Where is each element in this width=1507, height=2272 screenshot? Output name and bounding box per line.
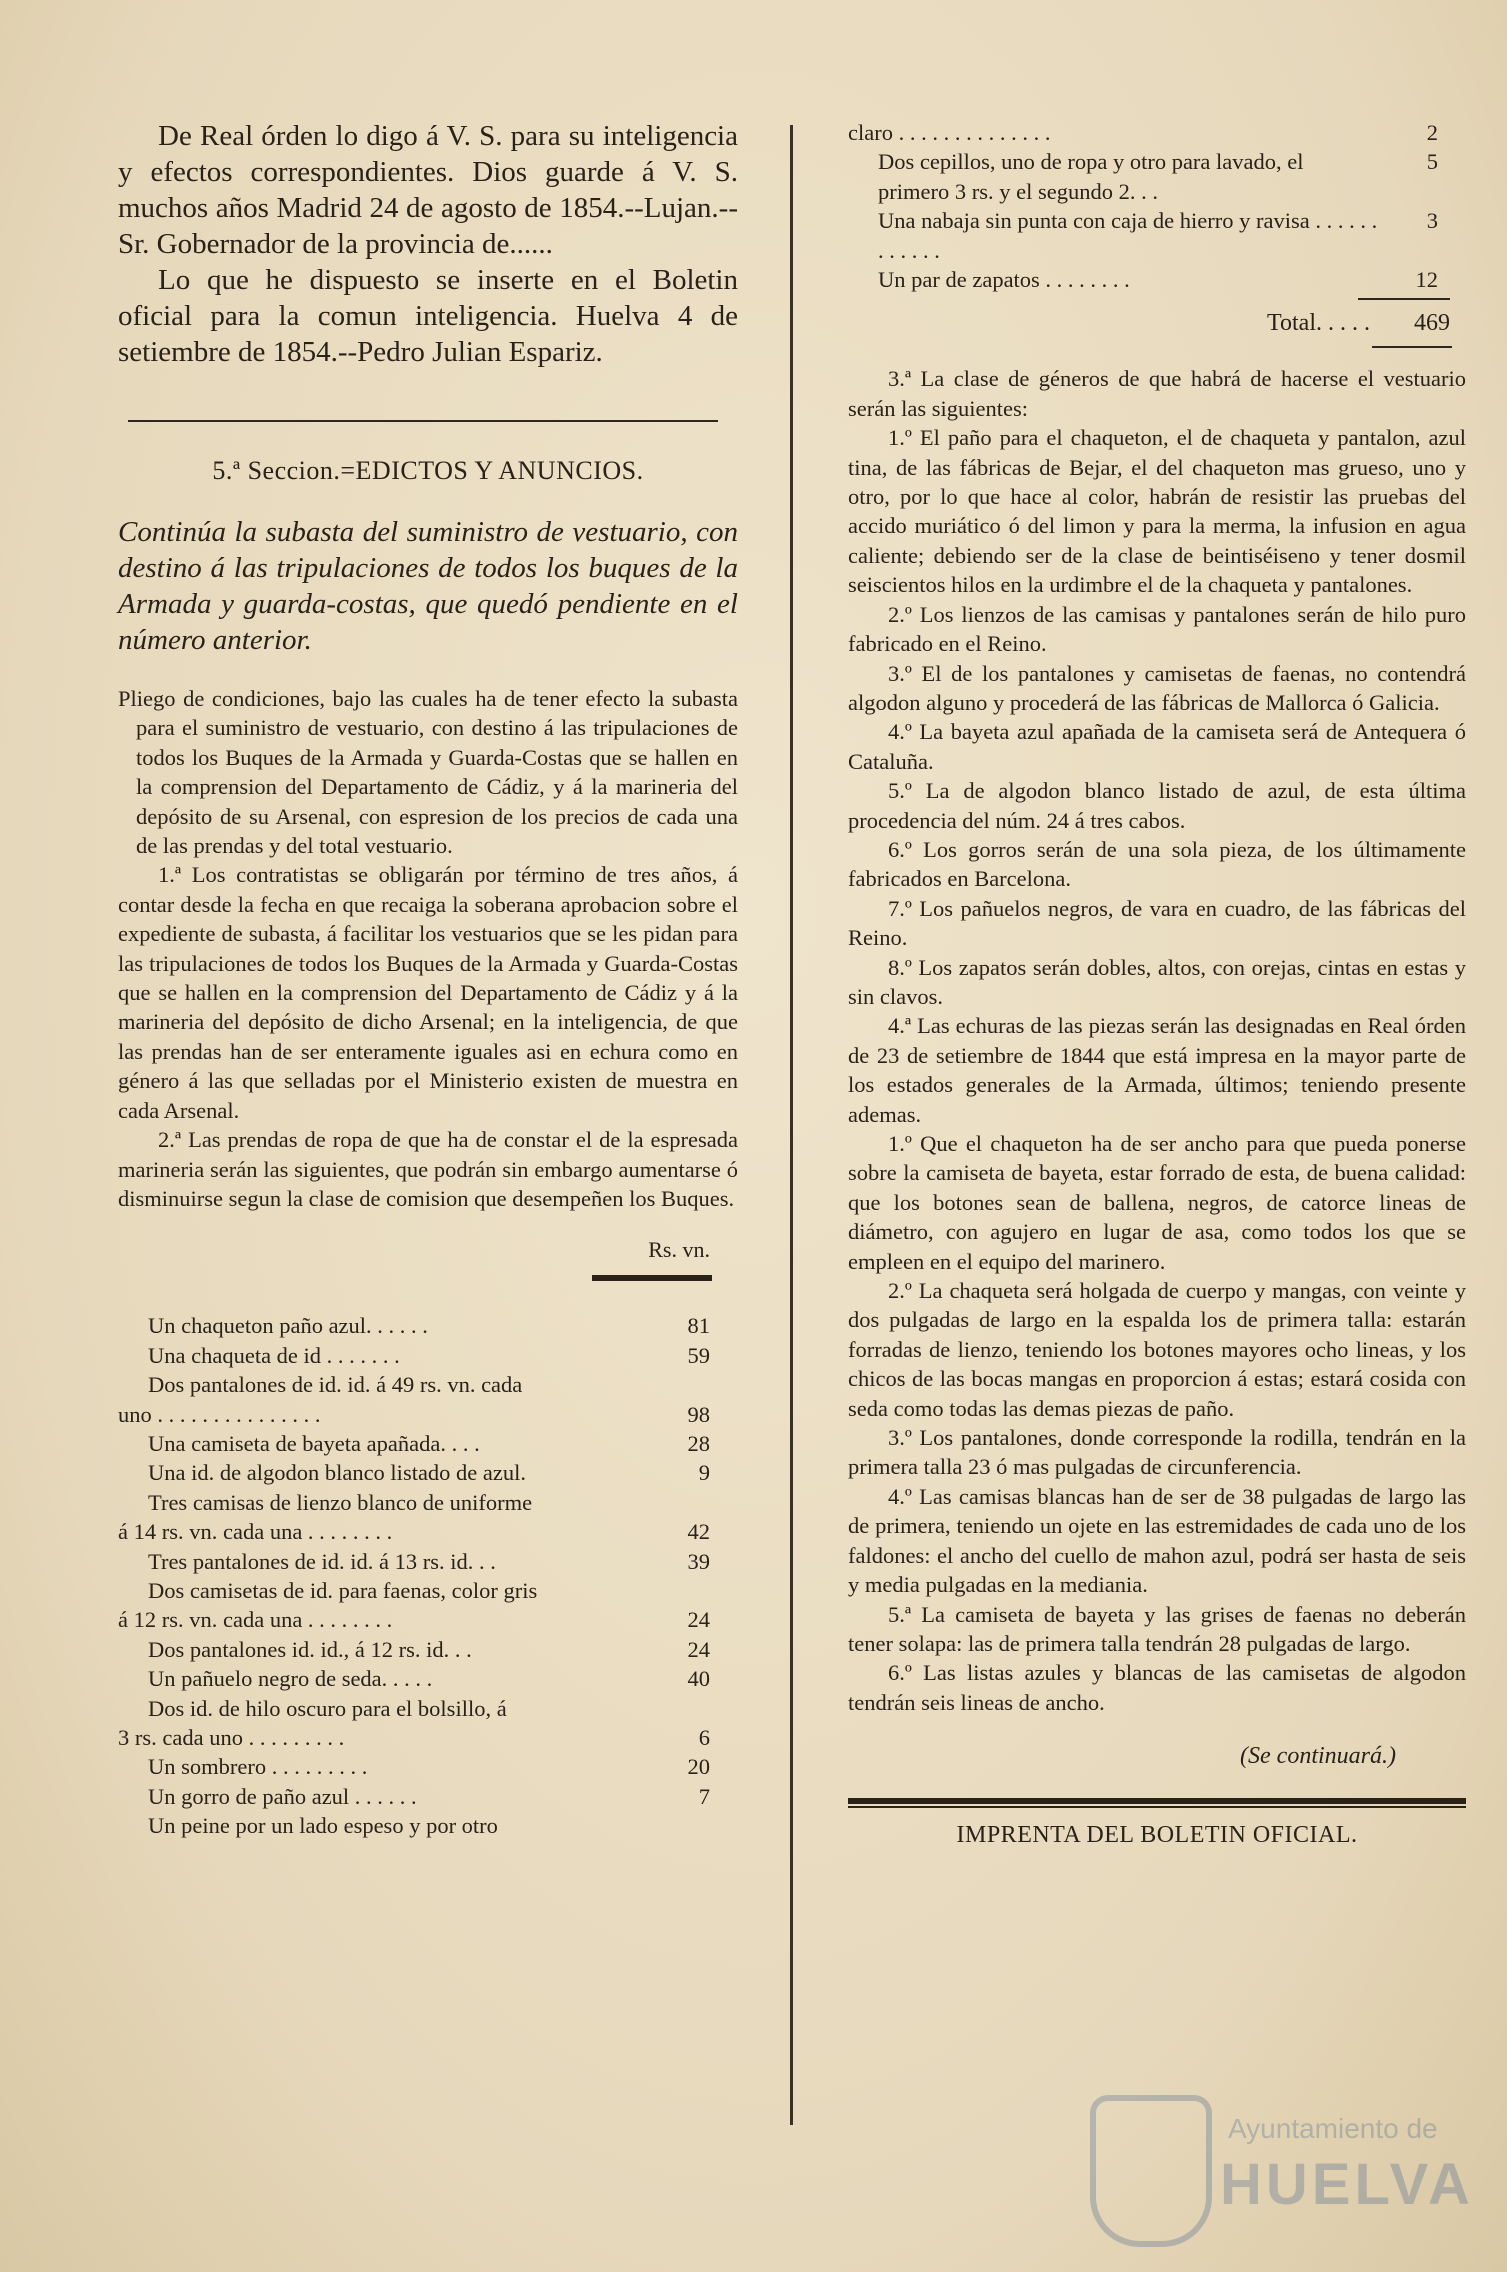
price-item-value: 20 — [687, 1754, 710, 1780]
price-item — [118, 1311, 738, 1340]
section-divider — [128, 420, 718, 422]
price-item — [118, 1664, 738, 1693]
sub-condition: 5.º La de algodon blanco listado de azul, de esta última procedencia del núm. 24 á tres cabos. — [848, 778, 1466, 833]
price-item-label: Un par de zapatos . . . . . . . . — [878, 267, 1130, 293]
left-column — [118, 118, 738, 1841]
price-item-value: 98 — [687, 1401, 710, 1427]
ayuntamiento-watermark — [1090, 2095, 1474, 2245]
sub-condition: 8.º Los zapatos serán dobles, altos, con orejas, cintas en estas y sin clavos. — [848, 954, 1466, 1009]
price-item-value — [650, 1370, 738, 1399]
price-item-value — [650, 1694, 738, 1723]
condition-2: 2.ª Las prendas de ropa de que ha de constar el de la espresada marineria serán las siguientes, que podrán sin embargo aumentarse ó disminuirse segun la clase de comision que desempeñen los Buques. — [118, 1127, 738, 1211]
price-item-label: Una camiseta de bayeta apañada. . . . — [148, 1430, 480, 1456]
right-column — [848, 118, 1466, 1849]
price-item-value: 39 — [687, 1548, 710, 1574]
sub-condition: 6.º Las listas azules y blancas de las camisetas de algodon tendrán seis lineas de ancho. — [848, 1660, 1466, 1715]
price-item-label: Un chaqueton paño azul. . . . . . — [148, 1313, 428, 1339]
price-item-label: Un sombrero . . . . . . . . . — [148, 1754, 368, 1780]
sub-condition: 4.º La bayeta azul apañada de la camiseta será de Antequera ó Cataluña. — [848, 719, 1466, 774]
price-item-value: 3 — [1426, 208, 1438, 234]
price-item-value: 59 — [687, 1342, 710, 1368]
price-item-label: Dos cepillos, uno de ropa y otro para lavado, el primero 3 rs. y el segundo 2. . . — [878, 149, 1304, 204]
price-item-value: 24 — [687, 1636, 710, 1662]
price-item-label: Dos id. de hilo oscuro para el bolsillo, á — [148, 1695, 507, 1721]
price-item-label: á 12 rs. vn. cada una . . . . . . . . — [118, 1607, 393, 1633]
price-item-label: Una nabaja sin punta con caja de hierro y ravisa . . . . . . . . . . . . — [878, 208, 1378, 263]
price-item — [848, 118, 1466, 147]
footer-rule — [848, 1798, 1466, 1808]
total-bottom-rule — [1372, 346, 1452, 348]
price-item — [118, 1723, 738, 1752]
total-label: Total. . . . . — [1267, 310, 1370, 337]
price-item-value: 42 — [687, 1519, 710, 1545]
price-item — [848, 147, 1466, 206]
city-shield-icon — [1090, 2095, 1212, 2247]
price-item — [848, 265, 1466, 294]
continuara-note: (Se continuará.) — [1240, 1743, 1396, 1770]
price-item-label: Un gorro de paño azul . . . . . . — [148, 1783, 417, 1809]
price-item-label: Un pañuelo negro de seda. . . . . — [148, 1666, 433, 1692]
price-item — [118, 1694, 738, 1723]
price-item — [118, 1400, 738, 1429]
sub-condition: 2.º La chaqueta será holgada de cuerpo y mangas, con veinte y dos pulgadas de largo en la espalda los de primera talla: estarán forradas de lienzo, teniendo los botones mayores ocho lineas, y los chicos de las bocas mangas en proporcion á estas; estará cosida con seda como todas las demas piezas de paño. — [848, 1278, 1466, 1421]
sub-condition: 3.º Los pantalones, donde corresponde la rodilla, tendrán en la primera talla 23 ó mas pulgadas de circunferencia. — [848, 1425, 1466, 1480]
price-item — [118, 1576, 738, 1605]
condition-1: 1.ª Los contratistas se obligarán por término de tres años, á contar desde la fecha en que recaiga la soberana aprobacion sobre el expediente de subasta, á facilitar los vestuarios que se les pidan para las tripulaciones de todos los Buques de la Armada y Guarda-Costas que se hallen en la comprension del Departamento de Cádiz y á la marineria del depósito de dicho Arsenal; en la inteligencia, de que las prendas han de ser enteramente iguales asi en echura como en género á las que selladas por el Ministerio existen de muestra en cada Arsenal. — [118, 862, 738, 1123]
sub-condition: 7.º Los pañuelos negros, de vara en cuadro, de las fábricas del Reino. — [848, 895, 1466, 951]
sub-condition: 3.º El de los pantalones y camisetas de faenas, no contendrá algodon alguno y procederá de las fábricas de Mallorca ó Galicia. — [848, 660, 1466, 715]
price-item-label: Tres camisas de lienzo blanco de uniforme — [148, 1489, 533, 1515]
price-item — [118, 1752, 738, 1781]
price-item-label: Una id. de algodon blanco listado de azul. — [148, 1460, 527, 1486]
price-item — [118, 1605, 738, 1634]
price-header-rule — [592, 1275, 712, 1281]
price-item-value: 5 — [1426, 149, 1438, 175]
price-item — [118, 1517, 738, 1546]
price-item — [118, 1547, 738, 1576]
price-item-value: 2 — [1426, 120, 1438, 145]
condition-3-items — [848, 423, 1466, 1011]
price-item — [848, 206, 1466, 265]
sub-condition: 5.ª La camiseta de bayeta y las grises de faenas no deberán tener solapa: las de primera talla tendrán 28 pulgadas de largo. — [848, 1601, 1466, 1656]
price-item — [118, 1635, 738, 1664]
price-item-label: Una chaqueta de id . . . . . . . — [148, 1342, 400, 1368]
garment-price-list-continued — [848, 118, 1466, 294]
sub-condition: 4.º Las camisas blancas han de ser de 38 pulgadas de largo las de primera, teniendo un ojete en las estremidades de cada uno de los faldones: el ancho del cuello de mahon azul, podrá ser hasta de seis y media pulgadas en la mediania. — [848, 1483, 1466, 1598]
price-item-label: uno . . . . . . . . . . . . . . . — [118, 1401, 321, 1427]
condition-4: 4.ª Las echuras de las piezas serán las designadas en Real órden de 23 de setiembre de 1844 que está impresa en la mayor parte de los estados generales de la Armada, últimos; teniendo presente ademas. — [848, 1013, 1466, 1127]
sub-condition: 2.º Los lienzos de las camisas y pantalones serán de hilo puro fabricado en el Reino. — [848, 601, 1466, 657]
total-value: 469 — [1414, 310, 1450, 337]
condition-4-items — [848, 1129, 1466, 1717]
price-item-value: 28 — [687, 1430, 710, 1456]
price-item-value: 6 — [698, 1725, 710, 1750]
price-item-value: 12 — [1415, 267, 1438, 293]
price-item-value: 40 — [687, 1666, 710, 1692]
price-item — [118, 1811, 738, 1840]
price-item-value: 9 — [698, 1460, 710, 1486]
price-item-value: 81 — [687, 1313, 710, 1339]
watermark-line2: HUELVA — [1220, 2152, 1474, 2217]
section-title: 5.ª Seccion.=EDICTOS Y ANUNCIOS. — [212, 456, 644, 485]
price-item — [118, 1782, 738, 1811]
price-item-value: 24 — [687, 1607, 710, 1633]
column-divider — [790, 125, 793, 2125]
price-item-value: 7 — [698, 1783, 710, 1809]
price-item-value — [650, 1488, 738, 1517]
price-item-label: Un peine por un lado espeso y por otro — [148, 1813, 498, 1839]
intro-paragraph-2: Lo que he dispuesto se inserte en el Boletin oficial para la comun inteligencia. Huelva 4 de setiembre de 1854.--Pedro Julian Espariz. — [118, 264, 738, 368]
total-rule — [1358, 298, 1450, 300]
price-item — [118, 1458, 738, 1487]
total-row — [848, 306, 1466, 340]
sub-condition: 1.º El paño para el chaqueton, el de chaqueta y pantalon, azul tina, de las fábricas de Bejar, el del chaqueton mas grueso, uno y otro, por lo que hace al color, habrán de resistir las pruebas del accido muriático ó del limon y para la merma, la infusion en agua caliente; debiendo ser de la clase de beintiséiseno y tener dosmil seiscientos hilos en la urdimbre el de la chaqueta y pantalones. — [848, 425, 1466, 598]
price-item-value — [650, 1576, 738, 1605]
price-item-label: Dos pantalones de id. id. á 49 rs. vn. cada — [148, 1372, 523, 1398]
sub-condition: 6.º Los gorros serán de una sola pieza, de los últimamente fabricados en Barcelona. — [848, 836, 1466, 892]
sub-condition: 1.º Que el chaqueton ha de ser ancho para que pueda ponerse sobre la camiseta de bayeta, estar forrado de esta, de buena calidad: que los botones sean de ballena, negros, de catorce lineas de diámetro, con agujero en lugar de asa, como todos los que se empleen en el equipo del marinero. — [848, 1131, 1466, 1274]
price-item-value — [650, 1811, 738, 1840]
price-item — [118, 1488, 738, 1517]
subasta-title: Continúa la subasta del suministro de vestuario, con destino á las tripulaciones de todos los buques de la Armada y guarda-costas, que quedó pendiente en el número anterior. — [118, 516, 738, 656]
garment-price-list — [118, 1311, 738, 1840]
price-item-label: Tres pantalones de id. id. á 13 rs. id. . . — [148, 1548, 496, 1574]
price-item — [118, 1370, 738, 1399]
condition-3: 3.ª La clase de géneros de que habrá de hacerse el vestuario serán las siguientes: — [848, 366, 1466, 421]
watermark-line1: Ayuntamiento de — [1228, 2113, 1438, 2144]
imprenta-footer: IMPRENTA DEL BOLETIN OFICIAL. — [956, 1822, 1358, 1849]
price-item — [118, 1429, 738, 1458]
price-column-header: Rs. vn. — [648, 1237, 710, 1263]
price-item-label: 3 rs. cada uno . . . . . . . . . — [118, 1725, 345, 1750]
price-item-label: Dos camisetas de id. para faenas, color gris — [148, 1577, 538, 1603]
pliego-paragraph: Pliego de condiciones, bajo las cuales ha de tener efecto la subasta para el suministro de vestuario, con destino á las tripulaciones de todos los Buques de la Armada y Guarda-Costas que se hallen en la comprension del Departamento de Cádiz, y á la marineria del depósito de su Arsenal, con espresion de los precios de cada una de las prendas y del total vestuario. — [118, 686, 738, 859]
intro-paragraph-1: De Real órden lo digo á V. S. para su inteligencia y efectos correspondientes. Dios guarde á V. S. muchos años Madrid 24 de agosto de 1854.--Lujan.--Sr. Gobernador de la provincia de...... — [118, 120, 738, 260]
price-item-label: Dos pantalones id. id., á 12 rs. id. . . — [148, 1636, 472, 1662]
price-item-label: á 14 rs. vn. cada una . . . . . . . . — [118, 1519, 393, 1545]
price-item — [118, 1341, 738, 1370]
price-item-label: claro . . . . . . . . . . . . . . — [848, 120, 1051, 145]
